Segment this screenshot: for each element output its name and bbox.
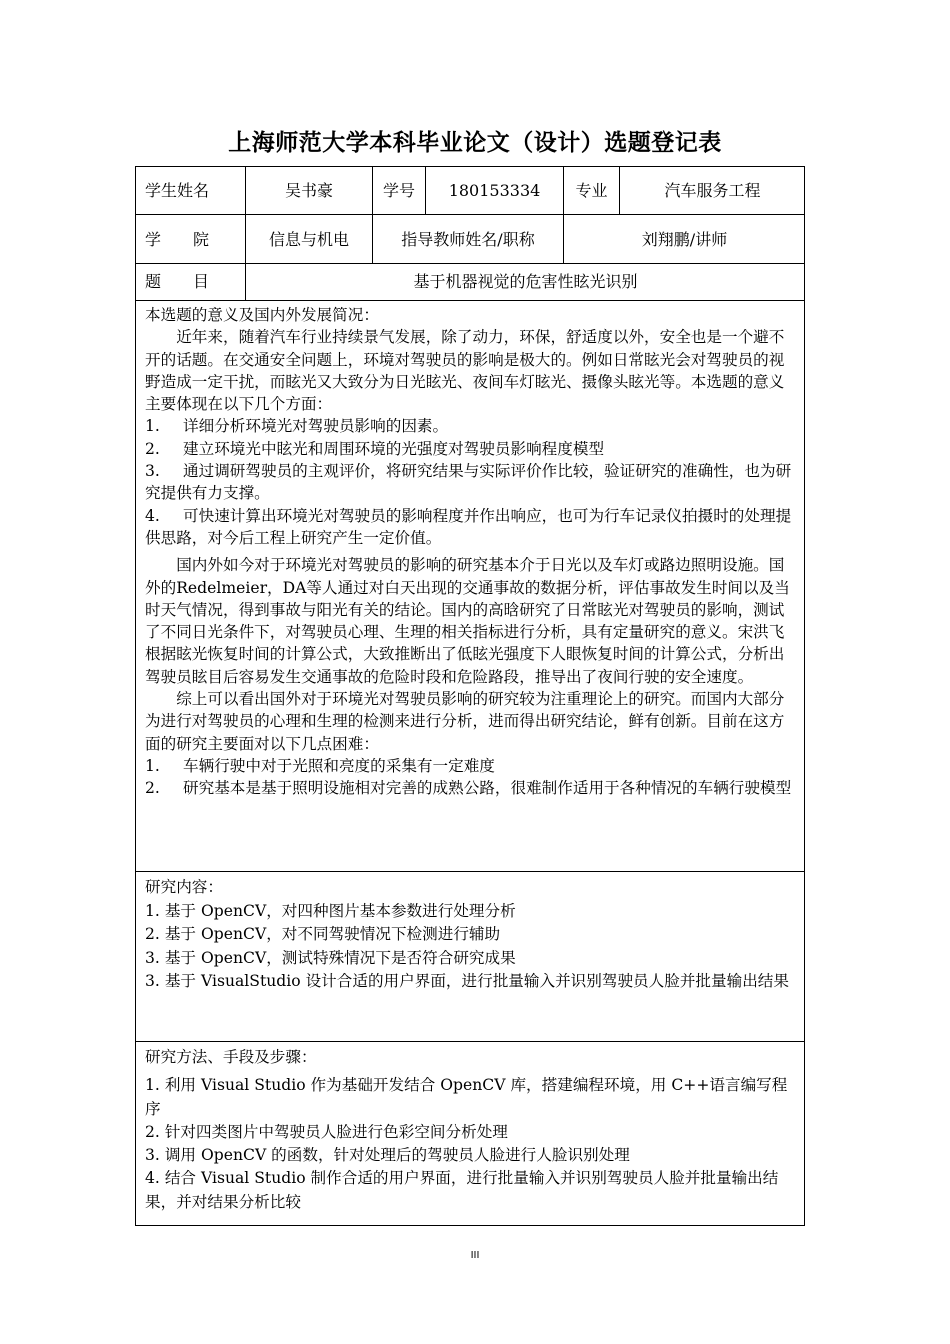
student-name-label: 学生姓名 bbox=[145, 181, 210, 200]
significance-intro: 近年来，随着汽车行业持续景气发展，除了动力，环保，舒适度以外，安全也是一个避不开的话题。在交通安全问题上，环境对驾驶员的影响是极大的。例如日常眩光会对驾驶员的视野造成一定干扰，而眩光又大致分为日光眩光、夜间车灯眩光、摄像头眩光等。本选题的意义主要体现在以下几个方面： bbox=[145, 328, 785, 414]
major-value: 汽车服务工程 bbox=[664, 181, 761, 200]
list-item: 4. 可快速计算出环境光对驾驶员的影响程度并作出响应，也可为行车记录仪拍摄时的处理提供思路，对今后工程上研究产生一定价值。 bbox=[145, 506, 792, 547]
row-divider bbox=[135, 263, 805, 264]
college-value: 信息与机电 bbox=[268, 230, 349, 249]
content-heading: 研究内容： bbox=[145, 878, 223, 896]
significance-heading: 本选题的意义及国内外发展简况： bbox=[145, 306, 379, 324]
list-item: 3. 基于 VisualStudio 设计合适的用户界面，进行批量输入并识别驾驶员人脸并批量输出结果 bbox=[145, 972, 789, 990]
list-item: 4. 结合 Visual Studio 制作合适的用户界面，进行批量输入并识别驾驶员人脸并批量输出结果，并对结果分析比较 bbox=[145, 1169, 779, 1211]
list-item: 2. 基于 OpenCV，对不同驾驶情况下检测进行辅助 bbox=[145, 925, 501, 943]
college-label: 学 院 bbox=[145, 230, 210, 249]
list-item: 1. 车辆行驶中对于光照和亮度的采集有一定难度 bbox=[145, 756, 495, 775]
row-divider bbox=[135, 300, 805, 301]
list-item: 1. 详细分析环境光对驾驶员影响的因素。 bbox=[145, 417, 449, 436]
page-number: III bbox=[470, 1250, 480, 1261]
list-item: 1. 利用 Visual Studio 作为基础开发结合 OpenCV 库，搭建编程环境，用 C++语言编写程序 bbox=[145, 1076, 788, 1118]
student-name-value: 吴书豪 bbox=[284, 181, 333, 200]
student-id-value: 180153334 bbox=[448, 181, 541, 200]
list-item: 2. 针对四类图片中驾驶员人脸进行色彩空间分析处理 bbox=[145, 1122, 508, 1141]
domestic-paragraph: 国内外如今对于环境光对驾驶员的影响的研究基本介于日光以及车灯或路边照明设施。国外的Redelmeier，DA等人通过对白天出现的交通事故的数据分析，评估事故发生时间以及当时天气情况，得到事故与阳光有关的结论。国内的高晗研究了日常眩光对驾驶员的影响，测试了不同日光条件下，对驾驶员心理、生理的相关指标进行分析，具有定量研究的意义。宋洪飞根据眩光恢复时间的计算公式，大致推断出了低眩光强度下人眼恢复时间的计算公式，分析出驾驶员眩目后容易发生交通事故的危险时段和危险路段，推导出了夜间行驶的安全速度。 bbox=[145, 556, 790, 686]
list-item: 2. 建立环境光中眩光和周围环境的光强度对驾驶员影响程度模型 bbox=[145, 439, 605, 458]
list-item: 3. 通过调研驾驶员的主观评价，将研究结果与实际评价作比较，验证研究的准确性，也为研究提供有力支撑。 bbox=[145, 462, 792, 503]
methods-section bbox=[145, 1046, 797, 1214]
page-title: 上海师范大学本科毕业论文（设计）选题登记表 bbox=[228, 130, 722, 156]
list-item: 2. 研究基本是基于照明设施相对完善的成熟公路，很难制作适用于各种情况的车辆行驶模型 bbox=[145, 779, 792, 798]
content-section bbox=[145, 876, 797, 994]
significance-section bbox=[145, 304, 797, 800]
topic-value: 基于机器视觉的危害性眩光识别 bbox=[413, 272, 638, 291]
row-divider bbox=[135, 1041, 805, 1042]
list-item: 3. 基于 OpenCV，测试特殊情况下是否符合研究成果 bbox=[145, 948, 516, 967]
methods-heading: 研究方法、手段及步骤： bbox=[145, 1048, 317, 1066]
topic-label: 题 目 bbox=[145, 272, 210, 291]
list-item: 3. 调用 OpenCV 的函数，针对处理后的驾驶员人脸进行人脸识别处理 bbox=[145, 1146, 630, 1165]
row-divider bbox=[135, 871, 805, 872]
advisor-label: 指导教师姓名/职称 bbox=[401, 230, 535, 249]
advisor-value: 刘翔鹏/讲师 bbox=[641, 230, 728, 249]
student-id-label: 学号 bbox=[382, 181, 415, 200]
major-label: 专业 bbox=[575, 181, 608, 200]
row-divider bbox=[135, 214, 805, 215]
summary-paragraph: 综上可以看出国外对于环境光对驾驶员影响的研究较为注重理论上的研究。而国内大部分为进行对驾驶员的心理和生理的检测来进行分析，进而得出研究结论，鲜有创新。目前在这方面的研究主要面对以下几点困难： bbox=[145, 690, 785, 753]
list-item: 1. 基于 OpenCV，对四种图片基本参数进行处理分析 bbox=[145, 901, 516, 920]
